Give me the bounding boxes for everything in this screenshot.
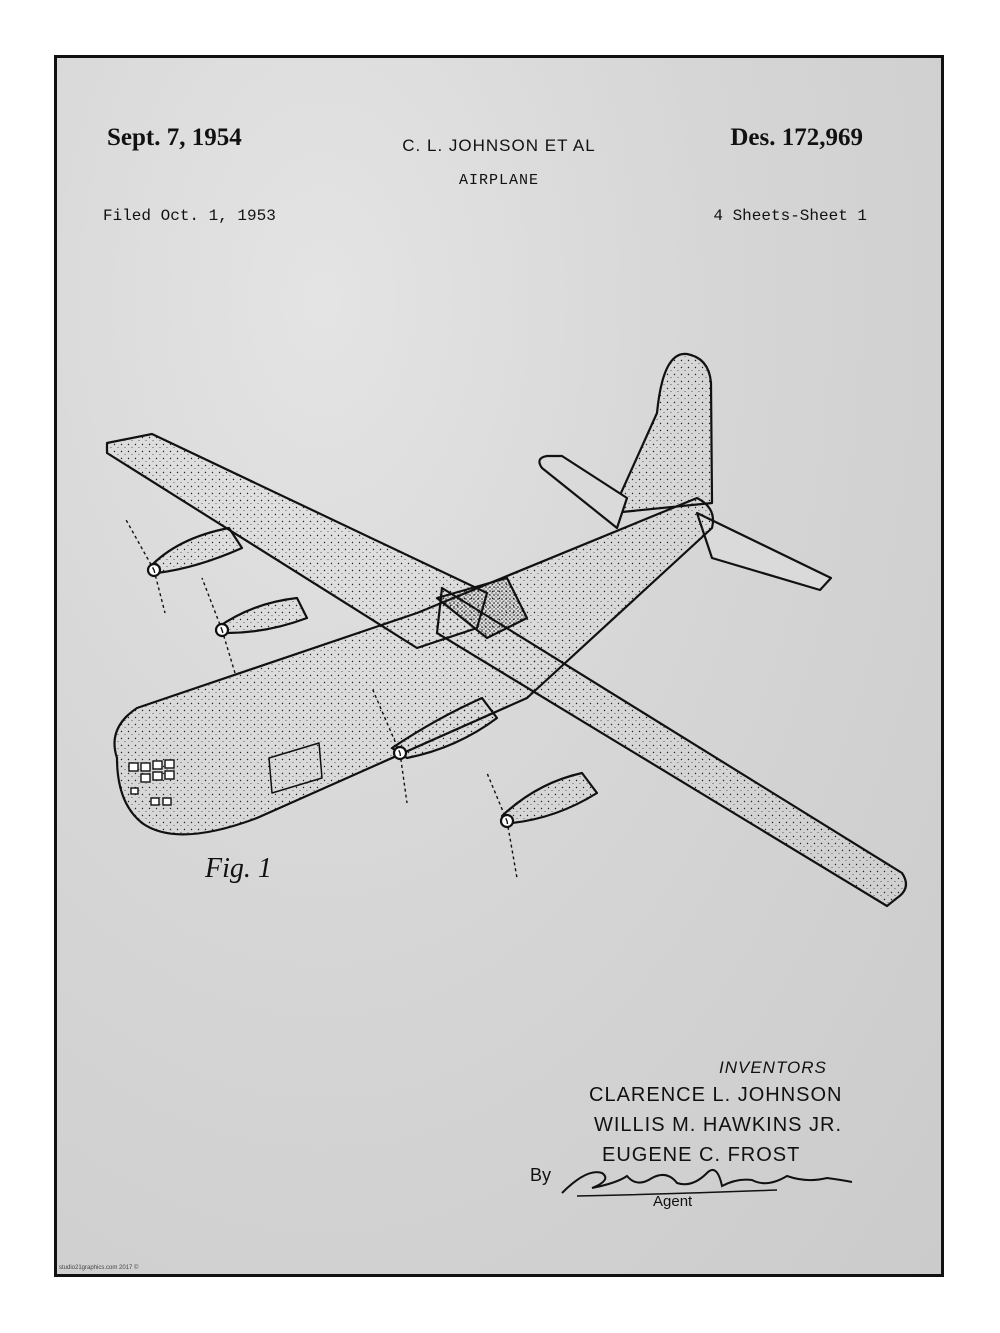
inventors-label: INVENTORS — [719, 1058, 827, 1077]
by-label: By — [530, 1165, 552, 1185]
engine-4 — [502, 773, 597, 823]
patent-print — [54, 55, 944, 1277]
agent-signature — [557, 1158, 857, 1203]
inventor-name: EUGENE C. FROST — [602, 1144, 801, 1166]
stabilizer-left — [539, 456, 627, 528]
wing-right — [437, 588, 906, 906]
footer-credit: studio21graphics.com 2017 © — [59, 1265, 139, 1271]
figure-label: Fig. 1 — [205, 853, 272, 884]
stabilizer-right — [697, 513, 831, 590]
patent-date: Sept. 7, 1954 — [107, 124, 242, 151]
engine-2 — [217, 598, 307, 633]
agent-label: Agent — [653, 1193, 693, 1210]
patent-number: Des. 172,969 — [730, 124, 863, 151]
inventor-name: CLARENCE L. JOHNSON — [589, 1084, 843, 1106]
vertical-fin — [612, 354, 712, 513]
patent-title: AIRPLANE — [458, 172, 539, 189]
filed-date: Filed Oct. 1, 1953 — [103, 207, 276, 225]
inventor-name: WILLIS M. HAWKINS JR. — [594, 1114, 843, 1136]
engine-1 — [149, 528, 242, 573]
inventor-heading: C. L. JOHNSON ET AL — [402, 136, 596, 155]
sheet-count: 4 Sheets-Sheet 1 — [713, 207, 867, 225]
